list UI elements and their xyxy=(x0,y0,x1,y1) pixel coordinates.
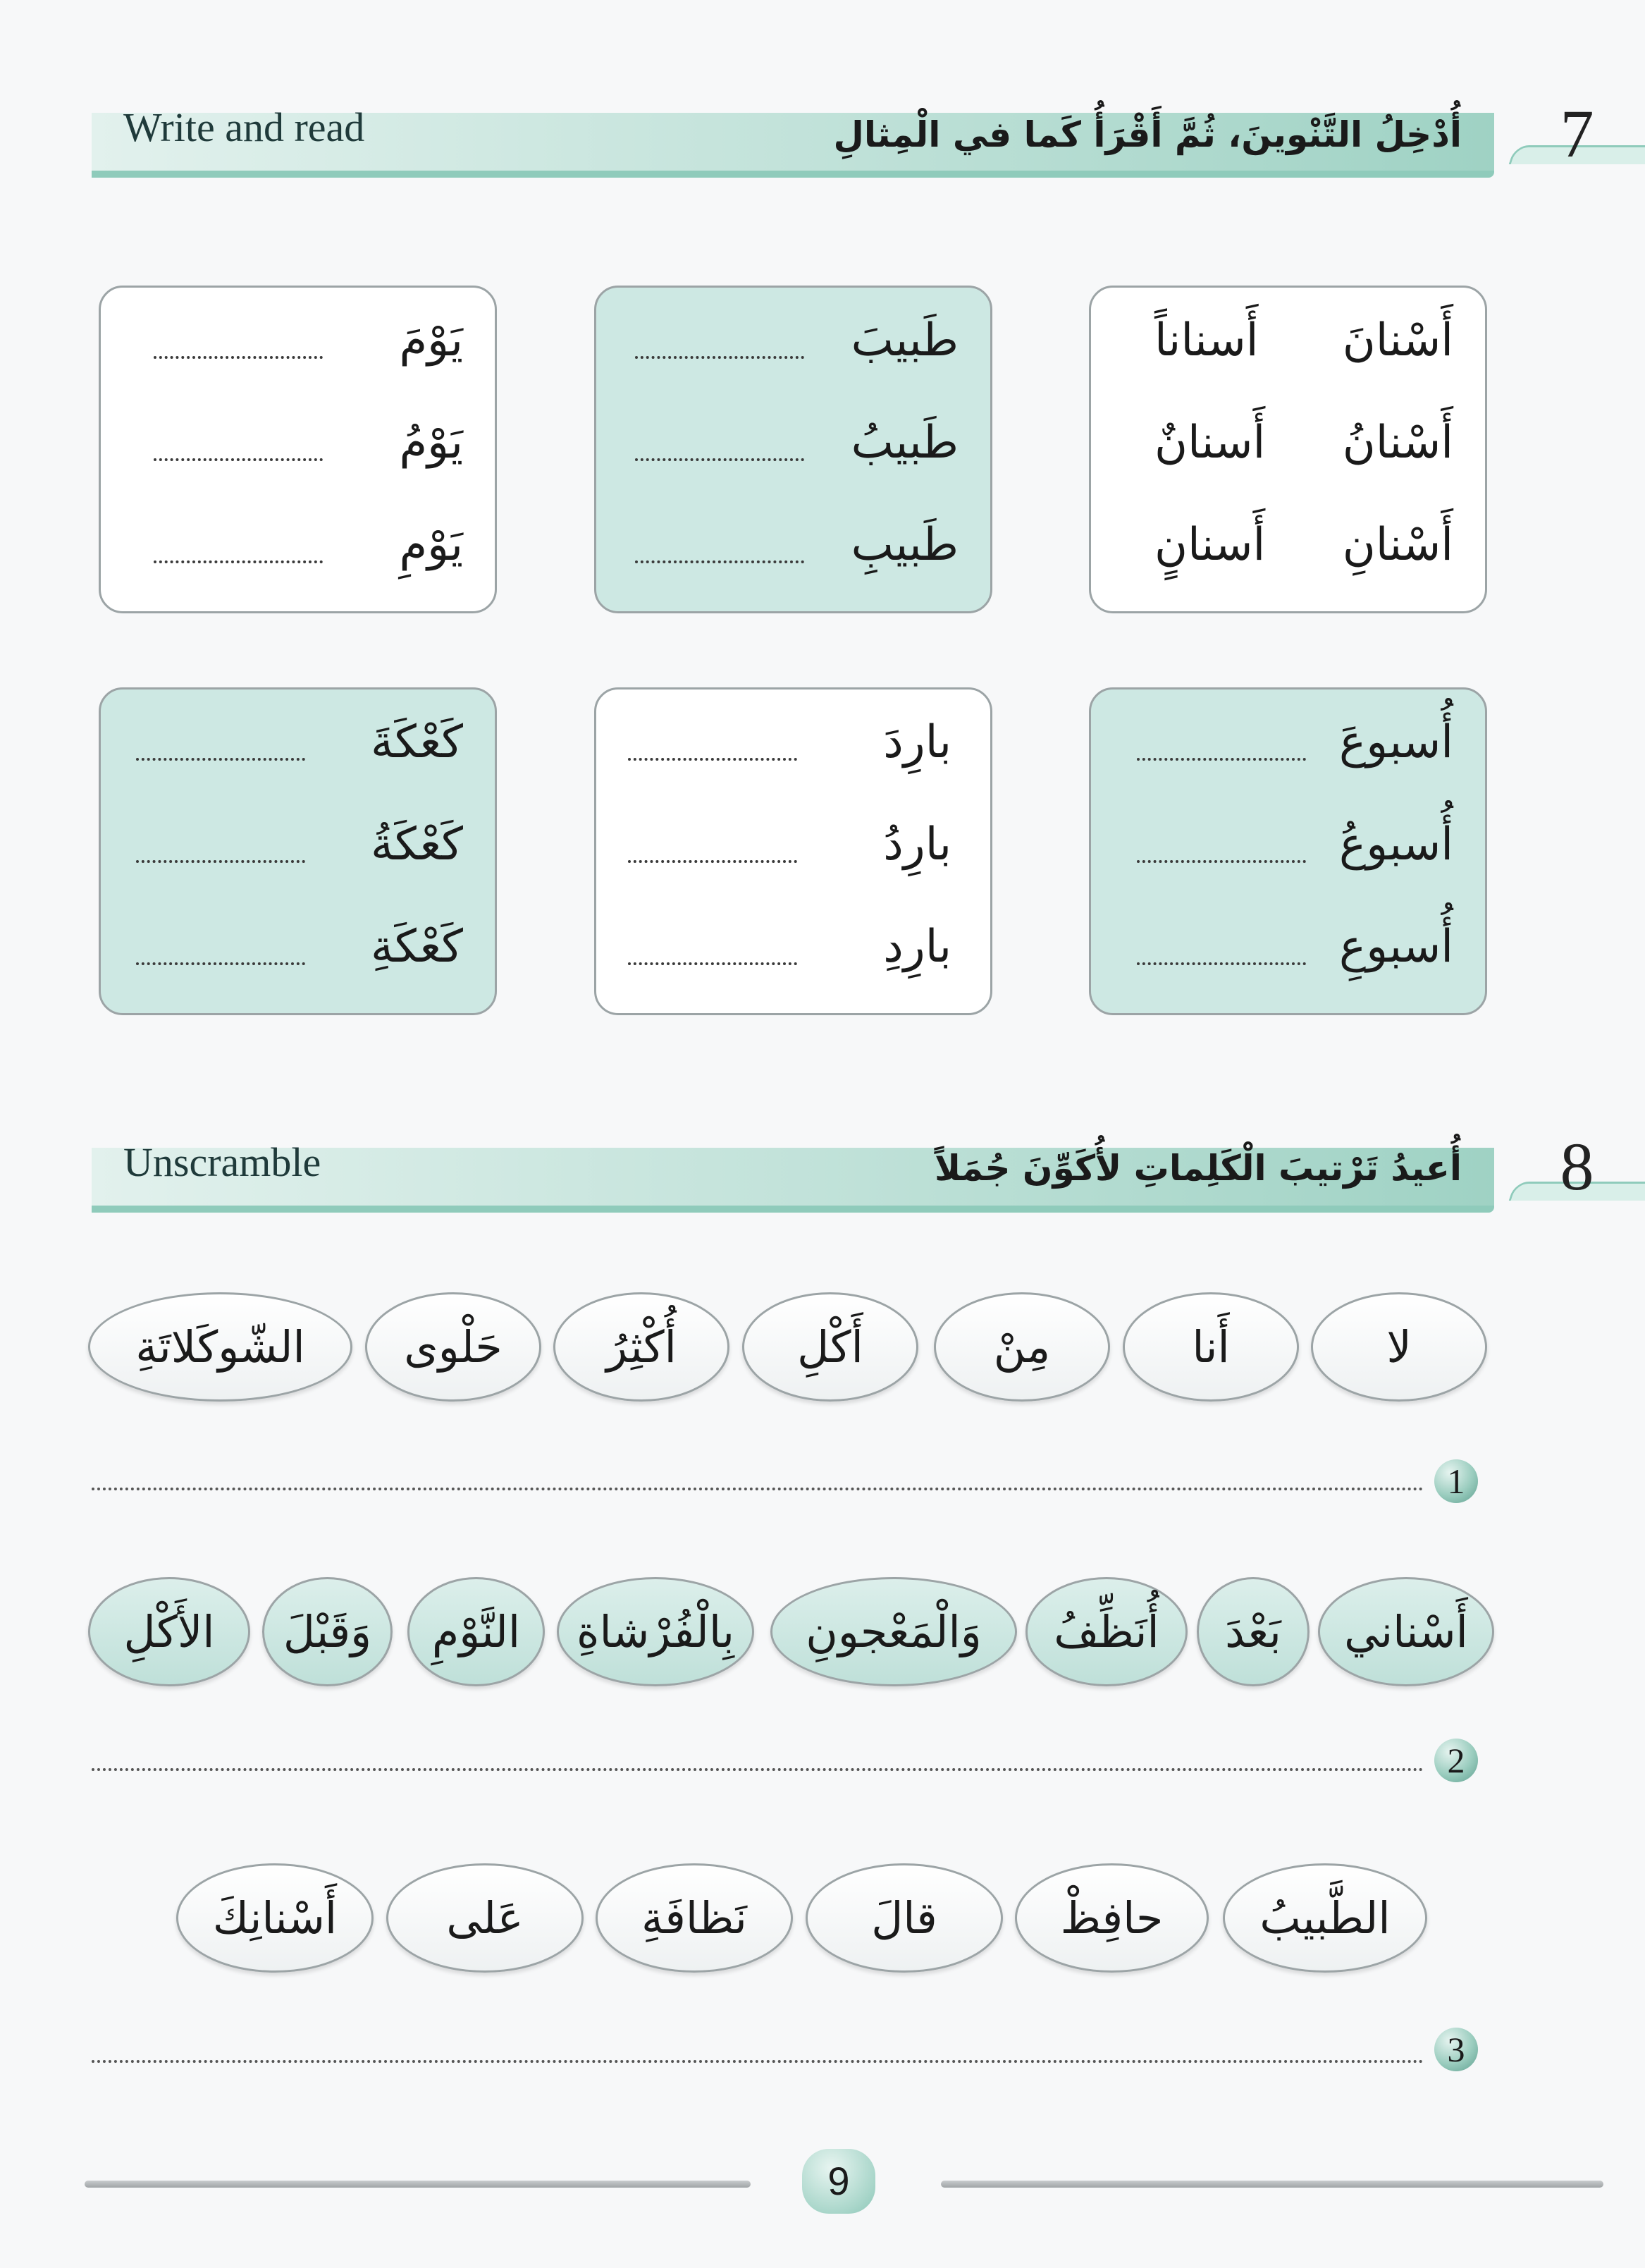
word: أَسْنانُ xyxy=(1342,417,1453,469)
section-8-number: 8 xyxy=(1560,1129,1594,1204)
answer-blank[interactable] xyxy=(136,860,305,863)
word-row xyxy=(1091,291,1485,390)
word: أُسبوعِ xyxy=(1339,921,1453,973)
word-row xyxy=(596,496,990,594)
word-row xyxy=(1091,496,1485,594)
word-row xyxy=(1091,693,1485,792)
word-card[interactable]: الشّوكَلاتَةِ xyxy=(88,1292,352,1402)
section-8-title-english: Unscramble xyxy=(123,1139,321,1185)
word-card[interactable]: بَعْدَ xyxy=(1197,1577,1310,1686)
word-row xyxy=(1091,393,1485,492)
word: يَوْمُ xyxy=(399,417,463,469)
word-card[interactable]: وَقَبْلَ xyxy=(262,1577,393,1686)
answer-blank[interactable] xyxy=(136,962,305,965)
word-card[interactable]: أُنَظِّفُ xyxy=(1025,1577,1188,1686)
word-card[interactable]: بِالْفُرْشاةِ xyxy=(557,1577,754,1686)
section-7-title-arabic: أُدْخِلُ التَّنْوينَ، ثُمَّ أَقْرَأُ كَما في الْمِثالِ xyxy=(833,114,1462,155)
word-card[interactable]: أَنا xyxy=(1123,1292,1299,1402)
word-row xyxy=(101,795,495,894)
word: بارِدِ xyxy=(883,921,951,973)
page-number: 9 xyxy=(802,2149,875,2214)
word: أُسبوعَ xyxy=(1339,716,1453,768)
word-box-yawm xyxy=(99,286,497,613)
word-row xyxy=(596,897,990,996)
word: بارِدَ xyxy=(883,716,951,768)
answer-line-3[interactable] xyxy=(92,2060,1424,2063)
section-7-title-english: Write and read xyxy=(123,104,365,150)
answer-blank[interactable] xyxy=(154,458,323,461)
word-row xyxy=(596,291,990,390)
word-box-barid xyxy=(594,687,992,1015)
word-row xyxy=(101,291,495,390)
answer-line-2[interactable] xyxy=(92,1768,1424,1771)
answer-blank[interactable] xyxy=(628,962,797,965)
word-card[interactable]: أَسْنانِكَ xyxy=(176,1863,374,1973)
word: كَعْكَةَ xyxy=(371,716,463,768)
word-card[interactable]: الطَّبيبُ xyxy=(1223,1863,1427,1973)
word: بارِدُ xyxy=(883,819,951,871)
word: طَبيبُ xyxy=(851,417,959,469)
footer-rule-right xyxy=(941,2181,1603,2188)
section-8-title-arabic: أُعيدُ تَرْتيبَ الْكَلِماتِ لأُكَوِّنَ جُمَلاً xyxy=(935,1148,1462,1189)
answer-blank[interactable] xyxy=(1137,860,1306,863)
word-row xyxy=(1091,795,1485,894)
word-box-usbu xyxy=(1089,687,1487,1015)
word-card[interactable]: قالَ xyxy=(806,1863,1003,1973)
answer-blank[interactable] xyxy=(635,560,804,563)
footer-rule-left xyxy=(85,2181,751,2188)
example-answer: أَسنانٌ xyxy=(1154,417,1266,469)
item-number-badge: 3 xyxy=(1434,2028,1478,2071)
answer-blank[interactable] xyxy=(1137,758,1306,761)
answer-blank[interactable] xyxy=(154,356,323,359)
answer-blank[interactable] xyxy=(628,758,797,761)
word: طَبيبِ xyxy=(851,519,959,571)
word-card[interactable]: أُكْثِرُ xyxy=(553,1292,729,1402)
word: كَعْكَةُ xyxy=(371,819,463,871)
word-card[interactable]: وَالْمَعْجونِ xyxy=(770,1577,1017,1686)
item-number-badge: 1 xyxy=(1434,1459,1478,1503)
word: طَبيبَ xyxy=(851,314,959,367)
answer-blank[interactable] xyxy=(635,458,804,461)
word-card[interactable]: مِنْ xyxy=(934,1292,1110,1402)
example-answer: أَسنانٍ xyxy=(1154,519,1266,571)
word-card[interactable]: لا xyxy=(1311,1292,1487,1402)
answer-blank[interactable] xyxy=(628,860,797,863)
word-row xyxy=(596,693,990,792)
word-row xyxy=(101,897,495,996)
example-answer: أَسناناً xyxy=(1154,314,1259,367)
word-card[interactable]: أَكْلِ xyxy=(742,1292,918,1402)
word-card[interactable]: حافِظْ xyxy=(1015,1863,1209,1973)
word-card[interactable]: أَسْناني xyxy=(1318,1577,1494,1686)
answer-line-1[interactable] xyxy=(92,1488,1424,1490)
word: أَسْنانَ xyxy=(1342,314,1453,367)
word: أُسبوعُ xyxy=(1339,819,1453,871)
answer-blank[interactable] xyxy=(136,758,305,761)
word-card[interactable]: النَّوْمِ xyxy=(407,1577,545,1686)
section-7-number: 7 xyxy=(1560,96,1594,171)
answer-blank[interactable] xyxy=(1137,962,1306,965)
word-card[interactable]: الأَكْلِ xyxy=(88,1577,250,1686)
word-box-kaka xyxy=(99,687,497,1015)
word: أَسْنانِ xyxy=(1342,519,1453,571)
word-box-tabib xyxy=(594,286,992,613)
word: يَوْمَ xyxy=(399,314,463,367)
item-number-badge: 2 xyxy=(1434,1739,1478,1782)
word-card[interactable]: عَلى xyxy=(386,1863,584,1973)
word-row xyxy=(596,393,990,492)
word-row xyxy=(101,496,495,594)
word-row xyxy=(101,693,495,792)
word-row xyxy=(101,393,495,492)
answer-blank[interactable] xyxy=(635,356,804,359)
answer-blank[interactable] xyxy=(154,560,323,563)
word-card[interactable]: نَظافَةِ xyxy=(596,1863,793,1973)
word-row xyxy=(1091,897,1485,996)
word: كَعْكَةِ xyxy=(371,921,463,973)
word-box-asnan xyxy=(1089,286,1487,613)
word: يَوْمِ xyxy=(399,519,463,571)
word-row xyxy=(596,795,990,894)
word-card[interactable]: حَلْوى xyxy=(365,1292,541,1402)
